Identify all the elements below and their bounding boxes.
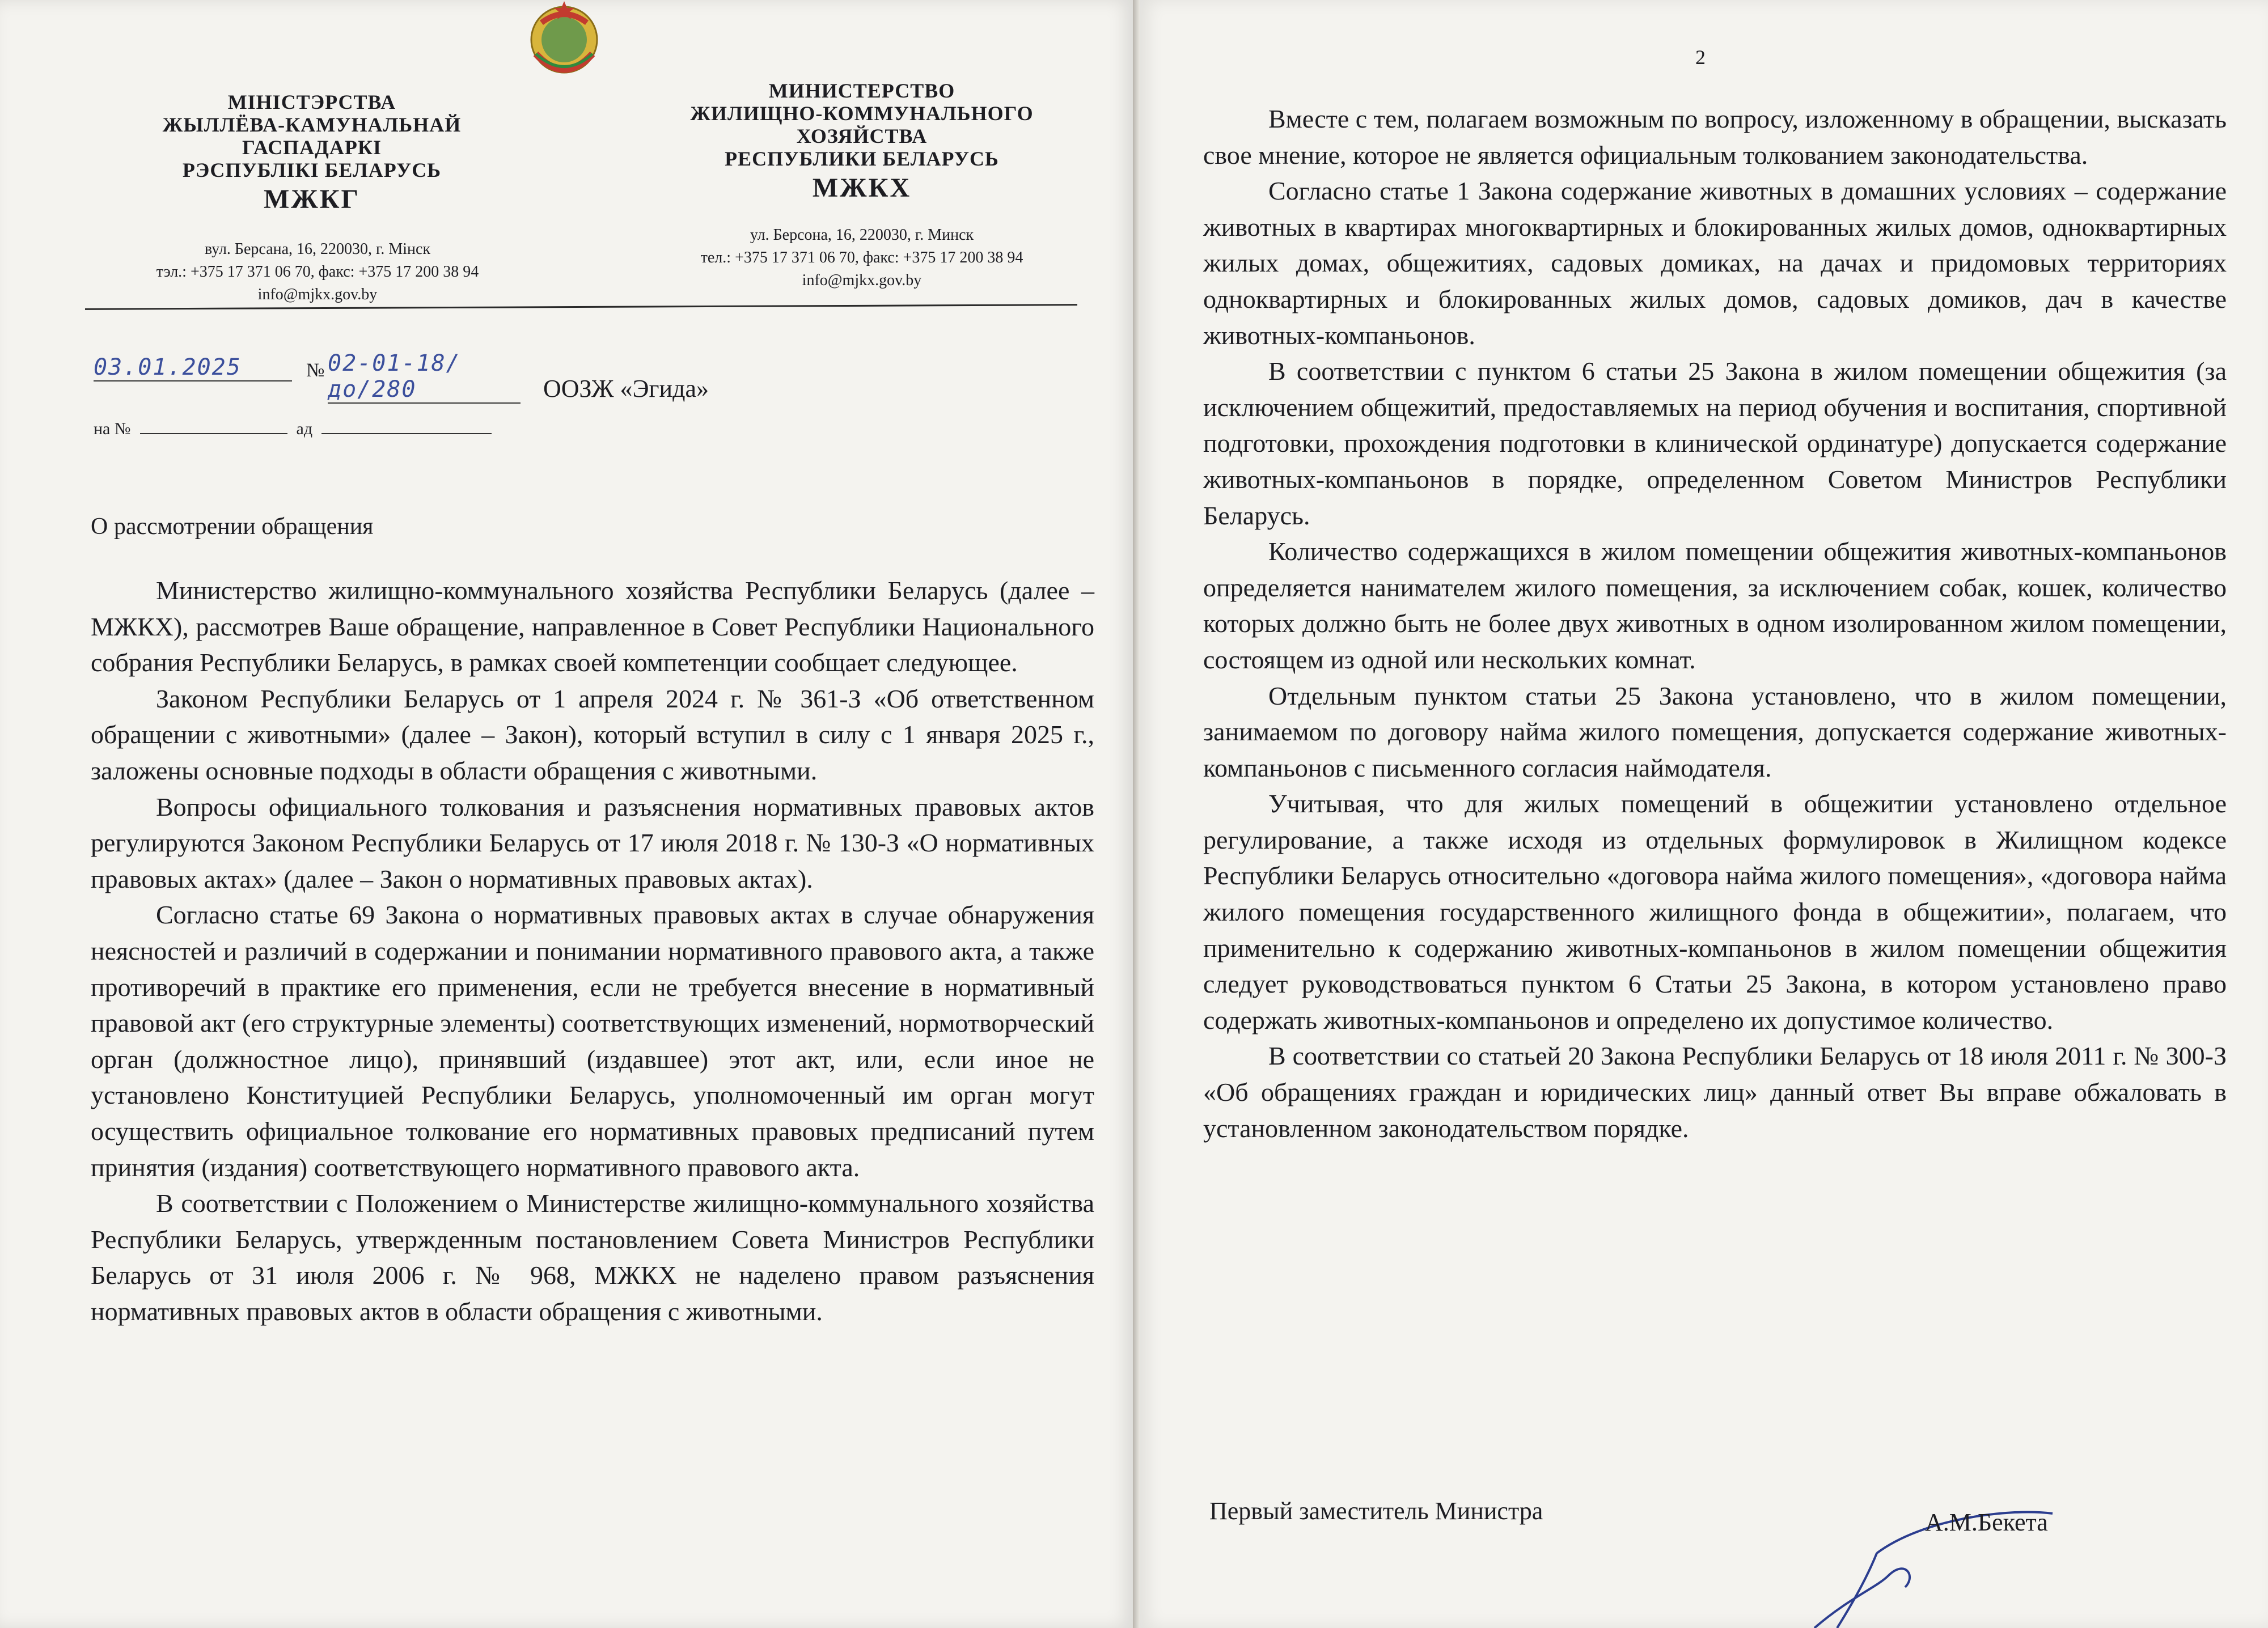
paragraph: Министерство жилищно-коммунального хозяйства Республики Беларусь (далее – МЖКХ), рассмотрев Ваше обращение, направленное в Совет Республики Национального собрания Республики Беларусь, в рамках своей компетенции сообщает следующее. — [91, 576, 1094, 677]
address-ru-street: ул. Берсона, 16, 220030, г. Минск — [750, 226, 974, 244]
paragraph: В соответствии с Положением о Министерстве жилищно-коммунального хозяйства Республики Беларусь, утвержденным постановлением Совета Министров Республики Беларусь от 31 июля 2006 г. № 968, МЖКХ не наделено правом разъяснения нормативных правовых актов в области обращения с животными. — [91, 1189, 1094, 1326]
recipient: ООЗЖ «Эгида» — [543, 375, 709, 402]
reference-line — [94, 419, 501, 439]
letter-body-page-1 — [91, 573, 1094, 1329]
paragraph: В соответствии со статьей 20 Закона Республики Беларусь от 18 июля 2011 г. № 300-З «Об обращениях граждан и юридических лиц» данный ответ Вы вправе обжаловать в установленном законодательством порядке. — [1203, 1041, 2227, 1143]
registration-number-label: № — [306, 360, 325, 381]
letterhead-ru-abbr: МЖКХ — [812, 173, 912, 203]
letter-body-page-2 — [1203, 101, 2227, 1146]
letterhead-ru-line2: ЖИЛИЩНО-КОММУНАЛЬНОГО — [690, 102, 1034, 125]
address-ru-email: info@mjkx.gov.by — [802, 272, 922, 289]
address-by-phone: тэл.: +375 17 371 06 70, факс: +375 17 200 38 94 — [156, 263, 479, 281]
paragraph: Вопросы официального толкования и разъяснения нормативных правовых актов регулируются Законом Республики Беларусь от 17 июля 2018 г. № 130-З «О нормативных правовых актах» (далее – Закон о нормативных правовых актах). — [91, 792, 1094, 893]
paragraph: Согласно статье 69 Закона о нормативных правовых актах в случае обнаружения неясностей и различий в содержании и понимании нормативного правового акта, а также противоречий в практике его применения, если не требуется внесение в нормативный правовой акт (его структурные элементы) соответствующих изменений, нормотворческий орган (должностное лицо), принявший (издавшее) этот акт, или, если иное не установлено Конституцией Республики Беларусь, уполномоченный им орган могут осуществить официальное толкование его нормативных правовых предписаний путем принятия (издания) соответствующего нормативного правового акта. — [91, 900, 1094, 1182]
letterhead-ru-line1: МИНИСТЕРСТВО — [768, 79, 955, 102]
handwritten-signature — [1735, 1474, 2075, 1628]
letterhead-belarusian — [136, 91, 488, 214]
registration-date: 03.01.2025 — [94, 354, 292, 381]
letterhead-by-line1: МІНІСТЭРСТВА — [227, 91, 396, 113]
address-russian — [641, 224, 1083, 292]
reference-label: на № — [94, 419, 131, 438]
address-belarusian — [125, 238, 510, 306]
letterhead-ru-line3: ХОЗЯЙСТВА — [796, 125, 928, 147]
reference-number-blank — [140, 433, 287, 434]
paragraph: Учитывая, что для жилых помещений в общежитии установлено отдельное регулирование, а также исходя из отдельных формулировок в Жилищном кодексе Республики Беларусь относительно «договора найма жилого помещения», «договора найма жилого помещения государственного жилищного фонда в общежитии», полагаем, что применительно к содержанию животных-компаньонов в жилом помещении общежития следует руководствоваться пунктом 6 Статьи 25 Закона, в котором установлено право содержать животных-компаньонов и определено их допустимое количество. — [1203, 789, 2227, 1035]
address-ru-phone: тел.: +375 17 371 06 70, факс: +375 17 200 38 94 — [700, 249, 1023, 266]
address-by-street: вул. Берсана, 16, 220030, г. Мінск — [204, 240, 431, 258]
page-fold — [1133, 0, 1140, 1628]
page-1 — [0, 0, 1133, 1628]
paragraph: Законом Республики Беларусь от 1 апреля 2024 г. № 361-З «Об ответственном обращении с животными» (далее – Закон), который вступил в силу с 1 января 2025 г., заложены основные подходы в области обращения с животными. — [91, 684, 1094, 785]
page-2 — [1140, 0, 2268, 1628]
paragraph: Количество содержащихся в жилом помещении общежития животных-компаньонов определяется нанимателем жилого помещения, за исключением собак, кошек, количество которых должно быть не более двух животных в одном изолированном жилом помещении, состоящем из одной или нескольких комнат. — [1203, 537, 2227, 674]
address-by-email: info@mjkx.gov.by — [257, 286, 378, 303]
letterhead-by-line4: РЭСПУБЛІКІ БЕЛАРУСЬ — [182, 159, 442, 181]
paragraph: В соответствии с пунктом 6 статьи 25 Закона в жилом помещении общежития (за исключением общежитий, предоставляемых на период обучения и воспитания, спортивной подготовки, прохождения подготовки в клинической ординатуре) допускается содержание животных-компаньонов в порядке, определенном Советом Министров Республики Беларусь. — [1203, 357, 2227, 530]
reference-date-blank — [321, 433, 492, 434]
signatory-name: А.М.Бекета — [1925, 1508, 2048, 1536]
letterhead-by-line3: ГАСПАДАРКІ — [242, 136, 382, 159]
state-emblem-icon — [519, 0, 610, 91]
registration-number: 02-01-18/до/280 — [328, 350, 521, 404]
paragraph: Отдельным пунктом статьи 25 Закона установлено, что в жилом помещении, занимаемом по договору найма жилого помещения, допускается содержание животных-компаньонов с письменного согласия наймодателя. — [1203, 681, 2227, 782]
letterhead-by-line2: ЖЫЛЛЁВА-КАМУНАЛЬНАЙ — [162, 113, 462, 136]
letterhead-russian — [669, 79, 1055, 203]
letterhead-ru-line4: РЕСПУБЛИКИ БЕЛАРУСЬ — [725, 147, 999, 170]
reference-from-label: ад — [296, 419, 313, 438]
paragraph: Согласно статье 1 Закона содержание животных в домашних условиях – содержание животных в квартирах многоквартирных и блокированных жилых домов, одноквартирных жилых домах, общежитиях, садовых домиках, на дачах и придомовых территориях одноквартирных и блокированных жилых домов, садовых домиков, дач в качестве животных-компаньонов. — [1203, 176, 2227, 350]
letterhead-by-abbr: МЖКГ — [263, 184, 361, 214]
letter-subject: О рассмотрении обращения — [91, 514, 374, 540]
paragraph: Вместе с тем, полагаем возможным по вопросу, изложенному в обращении, высказать свое мнение, которое не является официальным толкованием законодательства. — [1203, 104, 2227, 169]
signatory-title: Первый заместитель Министра — [1209, 1497, 1543, 1525]
page-number: 2 — [1695, 46, 1706, 69]
